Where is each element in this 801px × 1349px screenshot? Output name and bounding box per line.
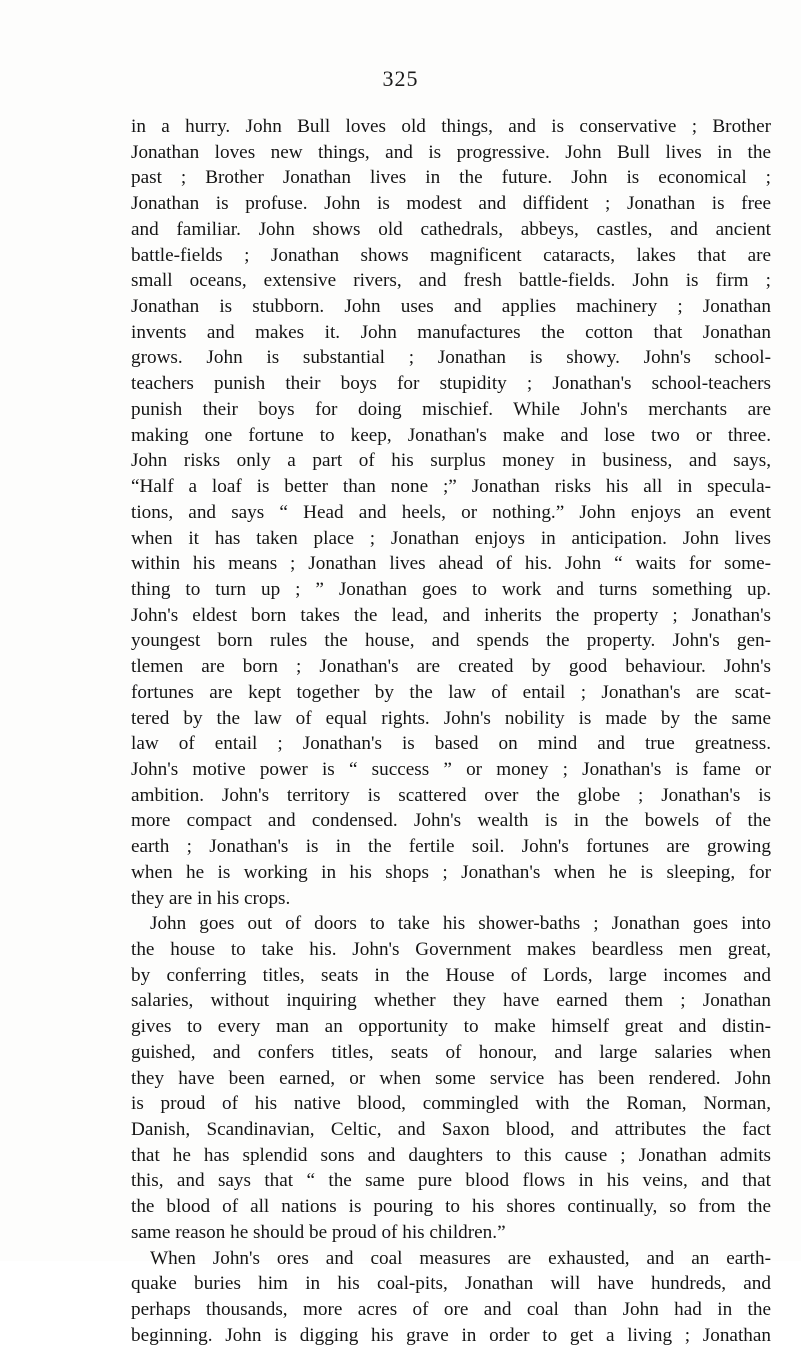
text-line: the blood of all nations is pouring to his shores continually, so from the <box>131 1196 771 1218</box>
text-line: small oceans, extensive rivers, and fresh battle-fields. John is firm ; <box>131 270 771 292</box>
text-line: when he is working in his shops ; Jonathan's when he is sleeping, for <box>131 861 771 883</box>
text-line: is proud of his native blood, commingled with the Roman, Norman, <box>131 1093 771 1115</box>
text-line: past ; Brother Jonathan lives in the future. John is economical ; <box>131 167 771 189</box>
text-line: by conferring titles, seats in the House of Lords, large incomes and <box>131 964 771 986</box>
text-line: John's eldest born takes the lead, and inherits the property ; Jonathan's <box>131 604 771 626</box>
text-line: tered by the law of equal rights. John's nobility is made by the same <box>131 707 771 729</box>
text-line: Danish, Scandinavian, Celtic, and Saxon blood, and attributes the fact <box>131 1119 771 1141</box>
text-line: earth ; Jonathan's is in the fertile soil. John's fortunes are growing <box>131 836 771 858</box>
text-line: John risks only a part of his surplus money in business, and says, <box>131 450 771 472</box>
text-line: When John's ores and coal measures are exhausted, and an earth- <box>150 1247 771 1269</box>
text-line: youngest born rules the house, and spends the property. John's gen- <box>131 630 771 652</box>
text-line: Jonathan is profuse. John is modest and diffident ; Jonathan is free <box>131 193 771 215</box>
text-line: when it has taken place ; Jonathan enjoys in anticipation. John lives <box>131 527 771 549</box>
text-line: battle-fields ; Jonathan shows magnificent cataracts, lakes that are <box>131 244 771 266</box>
text-line: invents and makes it. John manufactures the cotton that Jonathan <box>131 321 771 343</box>
text-line: in a hurry. John Bull loves old things, and is conservative ; Brother <box>131 116 771 137</box>
text-line: grows. John is substantial ; Jonathan is showy. John's school- <box>131 347 771 369</box>
text-line: salaries, without inquiring whether they have earned them ; Jonathan <box>131 990 771 1012</box>
text-line: within his means ; Jonathan lives ahead of his. John “ waits for some- <box>131 553 771 575</box>
text-line: gives to every man an opportunity to make himself great and distin- <box>131 1016 771 1038</box>
text-line: Jonathan is stubborn. John uses and applies machinery ; Jonathan <box>131 296 771 318</box>
text-line: this, and says that “ the same pure blood flows in his veins, and that <box>131 1170 771 1192</box>
text-line: quake buries him in his coal-pits, Jonathan will have hundreds, and <box>131 1273 771 1295</box>
body-text <box>131 114 771 1349</box>
text-line: ambition. John's territory is scattered over the globe ; Jonathan's is <box>131 784 771 806</box>
text-line: same reason he should be proud of his children.” <box>131 1221 506 1243</box>
text-line: that he has splendid sons and daughters to this cause ; Jonathan admits <box>131 1144 771 1166</box>
text-line: John's motive power is “ success ” or money ; Jonathan's is fame or <box>131 758 771 780</box>
text-line: John goes out of doors to take his shower-baths ; Jonathan goes into <box>150 913 771 935</box>
text-line: tions, and says “ Head and heels, or nothing.” John enjoys an event <box>131 501 771 523</box>
text-line: and familiar. John shows old cathedrals, abbeys, castles, and ancient <box>131 218 771 240</box>
text-line: “Half a loaf is better than none ;” Jonathan risks his all in specula- <box>131 476 771 498</box>
text-line: perhaps thousands, more acres of ore and coal than John had in the <box>131 1299 771 1321</box>
text-line: tlemen are born ; Jonathan's are created by good behaviour. John's <box>131 656 771 678</box>
page-number: 325 <box>382 66 419 91</box>
text-line: they have been earned, or when some service has been rendered. John <box>131 1067 771 1089</box>
text-line: beginning. John is digging his grave in order to get a living ; Jonathan <box>131 1324 771 1346</box>
text-line: law of entail ; Jonathan's is based on mind and true greatness. <box>131 733 771 755</box>
text-line: they are in his crops. <box>131 887 291 909</box>
text-line: Jonathan loves new things, and is progressive. John Bull lives in the <box>131 141 771 163</box>
text-line: teachers punish their boys for stupidity ; Jonathan's school-teachers <box>131 373 771 395</box>
text-line: the house to take his. John's Government makes beardless men great, <box>131 939 771 960</box>
text-line: fortunes are kept together by the law of entail ; Jonathan's are scat- <box>131 681 771 703</box>
text-line: more compact and condensed. John's wealth is in the bowels of the <box>131 810 771 832</box>
text-line: punish their boys for doing mischief. While John's merchants are <box>131 398 771 420</box>
text-line: guished, and confers titles, seats of honour, and large salaries when <box>131 1041 771 1063</box>
text-line: thing to turn up ; ” Jonathan goes to work and turns something up. <box>131 578 771 600</box>
text-line: making one fortune to keep, Jonathan's make and lose two or three. <box>131 424 771 446</box>
